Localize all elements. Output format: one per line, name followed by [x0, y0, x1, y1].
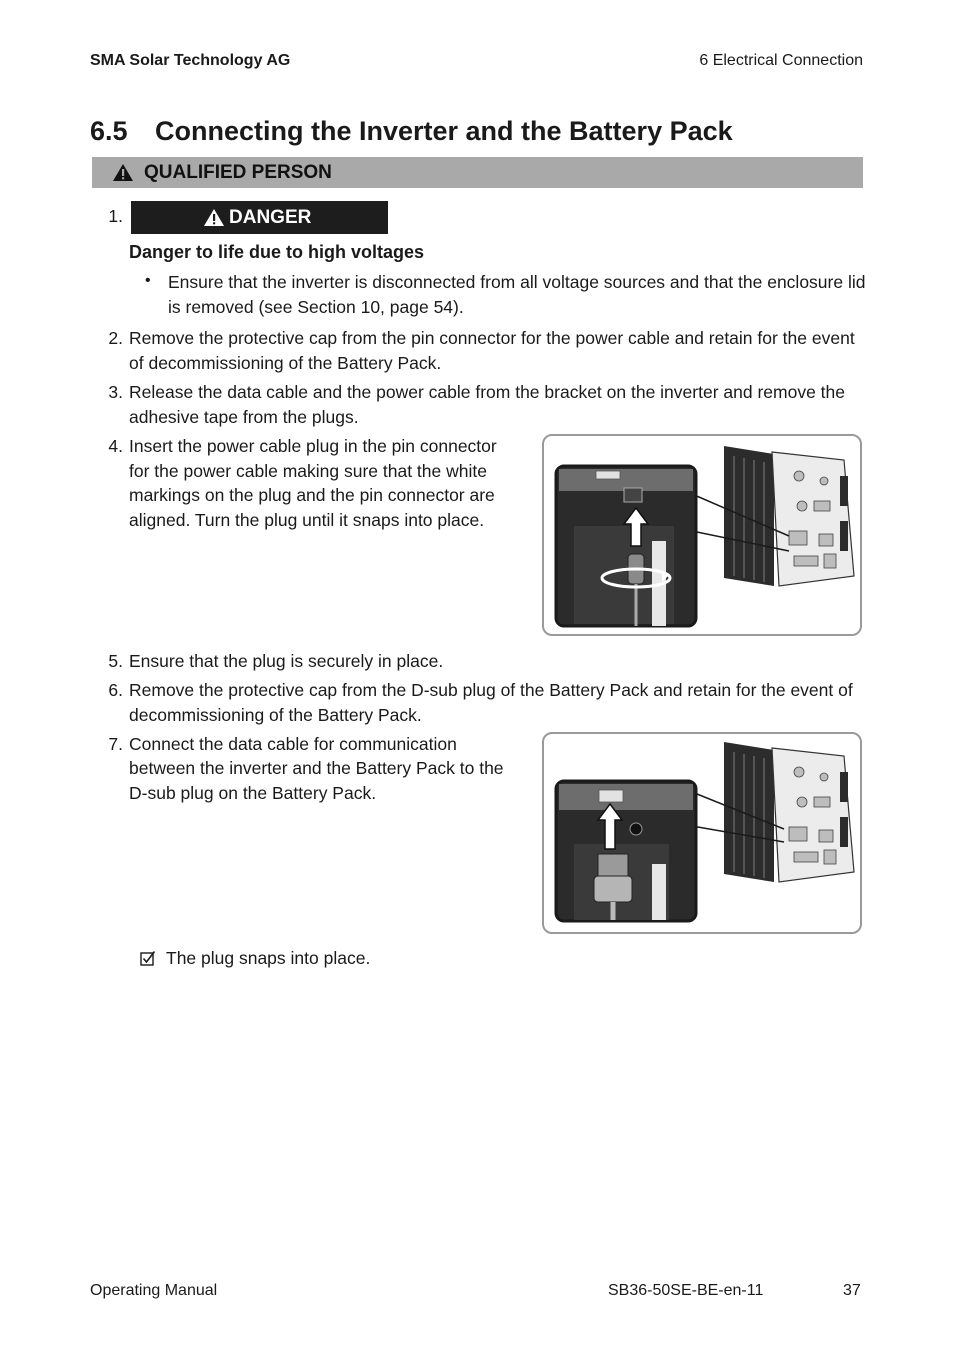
step-1-number: 1. — [108, 206, 123, 226]
warning-triangle-icon — [112, 163, 134, 182]
danger-box — [131, 201, 388, 234]
step-2-line-1: Remove the protective cap from the pin connector for the power cable and retain for the event — [129, 328, 855, 348]
step-2-number: 2. — [108, 328, 123, 348]
step-3-number: 3. — [108, 382, 123, 402]
footer-page-number: 37 — [843, 1282, 861, 1299]
section-title-text: Connecting the Inverter and the Battery Pack — [155, 116, 733, 146]
step-4-line-1: Insert the power cable plug in the pin connector — [129, 436, 497, 456]
checkbox-checked-icon — [140, 950, 156, 966]
section-title — [90, 116, 733, 147]
step-6-number: 6. — [108, 680, 123, 700]
step-6-line-1: Remove the protective cap from the D-sub plug of the Battery Pack and retain for the event of — [129, 680, 853, 700]
bullet-line-1: Ensure that the inverter is disconnected from all voltage sources and that the enclosure lid — [168, 272, 866, 292]
power-cable-illustration — [544, 436, 860, 634]
step-4-line-3: markings on the plug and the pin connector are — [129, 485, 495, 505]
danger-label: DANGER — [229, 207, 312, 228]
header-chapter: 6 Electrical Connection — [699, 52, 863, 69]
step-7-line-2: between the inverter and the Battery Pack to the — [129, 758, 504, 778]
header-company: SMA Solar Technology AG — [90, 52, 291, 69]
bullet-dot: • — [145, 272, 151, 289]
warning-triangle-icon — [203, 208, 225, 227]
step-5-number: 5. — [108, 651, 123, 671]
figure-data-cable-connection — [542, 732, 862, 934]
result-line — [140, 946, 370, 971]
step-7-number: 7. — [108, 734, 123, 754]
zoom-detail — [556, 466, 696, 626]
step-3-line-1: Release the data cable and the power cable from the bracket on the inverter and remove the — [129, 382, 845, 402]
step-4-line-4: aligned. Turn the plug until it snaps into place. — [129, 510, 485, 530]
bullet-line-2: is removed (see Section 10, page 54). — [168, 297, 464, 317]
data-cable-illustration — [544, 734, 860, 932]
danger-heading: Danger to life due to high voltages — [129, 242, 425, 262]
zoom-detail — [556, 781, 696, 921]
figure-power-cable-connection — [542, 434, 862, 636]
qualified-person-label: QUALIFIED PERSON — [144, 162, 332, 183]
qualified-person-bar — [92, 157, 863, 188]
step-3-line-2: adhesive tape from the plugs. — [129, 407, 359, 427]
step-6-line-2: decommissioning of the Battery Pack. — [129, 705, 422, 725]
footer-manual: Operating Manual — [90, 1282, 218, 1299]
step-2-line-2: of decommissioning of the Battery Pack. — [129, 353, 442, 373]
step-5-line-1: Ensure that the plug is securely in place. — [129, 651, 444, 671]
step-4-line-2: for the power cable making sure that the white — [129, 461, 487, 481]
section-number: 6.5 — [90, 116, 128, 146]
result-text: The plug snaps into place. — [166, 948, 371, 968]
step-7-line-1: Connect the data cable for communication — [129, 734, 457, 754]
footer-doc-code: SB36-50SE-BE-en-11 — [608, 1282, 764, 1299]
step-4-number: 4. — [108, 436, 123, 456]
step-7-line-3: D-sub plug on the Battery Pack. — [129, 783, 377, 803]
